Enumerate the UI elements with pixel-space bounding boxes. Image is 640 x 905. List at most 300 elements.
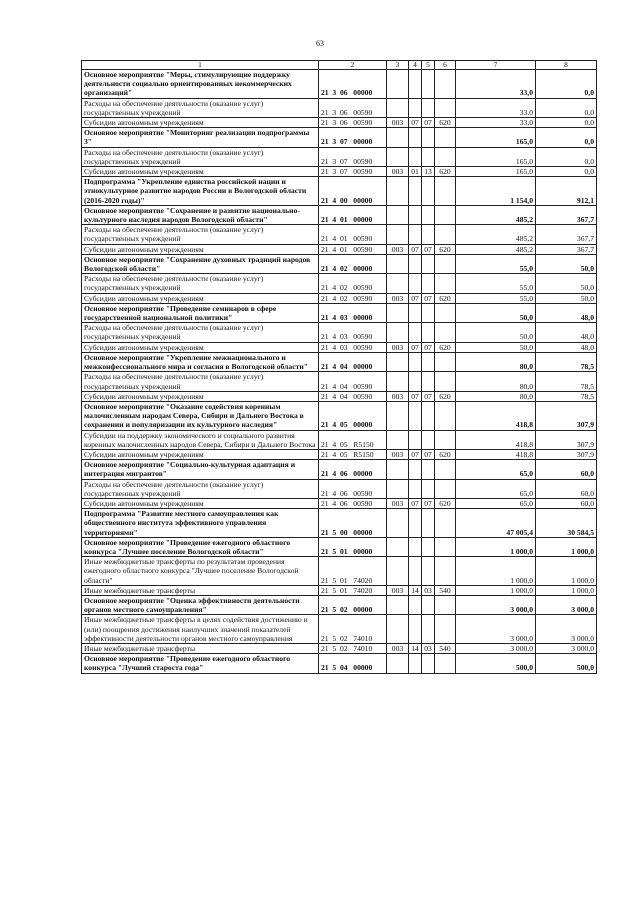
expense-type-cell	[435, 654, 456, 673]
page-number: 63	[316, 39, 324, 48]
section-code-cell	[409, 147, 422, 166]
expense-type-cell	[435, 460, 456, 479]
expense-type-cell: 540	[435, 643, 456, 653]
row-name-cell: Иные межбюджетные трансферты	[82, 643, 319, 653]
table-row	[82, 509, 597, 538]
ministry-code-cell: 003	[387, 293, 409, 303]
expense-type-cell: 620	[435, 293, 456, 303]
amount-plan-cell: 33,0	[456, 70, 536, 99]
amount-actual-cell: 1 000,0	[536, 537, 597, 556]
subsection-code-cell	[422, 537, 435, 556]
subsection-code-cell	[422, 225, 435, 244]
budget-code-cell: 21 5 01 74020	[319, 557, 387, 586]
section-code-cell	[409, 401, 422, 430]
subsection-code-cell	[422, 595, 435, 614]
subsection-code-cell	[422, 177, 435, 206]
expense-type-cell	[435, 430, 456, 449]
subsection-code-cell: 03	[422, 643, 435, 653]
subsection-code-cell	[422, 352, 435, 371]
amount-plan-cell: 33,0	[456, 98, 536, 117]
subsection-code-cell	[422, 147, 435, 166]
section-code-cell	[409, 557, 422, 586]
subsection-code-cell	[422, 70, 435, 99]
row-name-cell: Иные межбюджетные трансферты в целях содействия достижению и (или) поощрения достижения наилучших значений показателей эффективности деятельности органов местного самоуправления	[82, 615, 319, 644]
row-name-cell: Расходы на обеспечение деятельности (оказание услуг) государственных учреждений	[82, 479, 319, 498]
ministry-code-cell	[387, 254, 409, 273]
ministry-code-cell	[387, 225, 409, 244]
expense-type-cell	[435, 479, 456, 498]
amount-actual-cell: 367,7	[536, 205, 597, 224]
expense-type-cell	[435, 323, 456, 342]
amount-actual-cell: 48,0	[536, 323, 597, 342]
budget-code-cell: 21 4 05 R5150	[319, 430, 387, 449]
expense-type-cell	[435, 615, 456, 644]
ministry-code-cell: 003	[387, 244, 409, 254]
amount-actual-cell: 3 000,0	[536, 643, 597, 653]
expense-type-cell	[435, 147, 456, 166]
subsection-code-cell	[422, 460, 435, 479]
budget-code-cell: 21 4 01 00000	[319, 205, 387, 224]
amount-actual-cell: 500,0	[536, 654, 597, 673]
budget-code-cell: 21 4 04 00590	[319, 372, 387, 391]
subsection-code-cell: 07	[422, 498, 435, 508]
amount-plan-cell: 3 000,0	[456, 615, 536, 644]
ministry-code-cell	[387, 557, 409, 586]
amount-actual-cell: 0,0	[536, 128, 597, 147]
row-name-cell: Субсидии автономным учреждениям	[82, 118, 319, 128]
section-code-cell: 07	[409, 118, 422, 128]
ministry-code-cell	[387, 323, 409, 342]
budget-code-cell: 21 3 06 00590	[319, 98, 387, 117]
subsection-code-cell	[422, 205, 435, 224]
amount-plan-cell: 165,0	[456, 147, 536, 166]
ministry-code-cell	[387, 479, 409, 498]
amount-plan-cell: 65,0	[456, 498, 536, 508]
table-row	[82, 430, 597, 449]
ministry-code-cell	[387, 401, 409, 430]
table-row	[82, 391, 597, 401]
subsection-code-cell	[422, 654, 435, 673]
table-row	[82, 274, 597, 293]
subsection-code-cell	[422, 557, 435, 586]
amount-plan-cell: 50,0	[456, 342, 536, 352]
amount-actual-cell: 48,0	[536, 342, 597, 352]
table-row	[82, 177, 597, 206]
section-code-cell	[409, 225, 422, 244]
budget-code-cell: 21 4 04 00590	[319, 391, 387, 401]
budget-code-cell: 21 5 01 00000	[319, 537, 387, 556]
row-name-cell: Субсидии автономным учреждениям	[82, 167, 319, 177]
amount-plan-cell: 50,0	[456, 303, 536, 322]
amount-actual-cell: 78,5	[536, 372, 597, 391]
amount-actual-cell: 78,5	[536, 391, 597, 401]
table-row	[82, 585, 597, 595]
expense-type-cell: 620	[435, 244, 456, 254]
table-row	[82, 654, 597, 673]
ministry-code-cell	[387, 372, 409, 391]
expense-type-cell: 620	[435, 498, 456, 508]
subsection-code-cell	[422, 509, 435, 538]
expense-type-cell	[435, 98, 456, 117]
section-code-cell: 01	[409, 167, 422, 177]
amount-plan-cell: 485,2	[456, 205, 536, 224]
section-code-cell: 14	[409, 585, 422, 595]
table-row	[82, 128, 597, 147]
subsection-code-cell	[422, 303, 435, 322]
subsection-code-cell: 07	[422, 449, 435, 459]
amount-actual-cell: 0,0	[536, 167, 597, 177]
row-name-cell: Основное мероприятие "Сохранение духовных традиций народов Вологодской области"	[82, 254, 319, 273]
budget-code-cell: 21 3 06 00000	[319, 70, 387, 99]
expense-type-cell	[435, 537, 456, 556]
subsection-code-cell: 03	[422, 585, 435, 595]
budget-code-cell: 21 4 06 00590	[319, 498, 387, 508]
subsection-code-cell	[422, 615, 435, 644]
amount-plan-cell: 485,2	[456, 225, 536, 244]
ministry-code-cell: 003	[387, 585, 409, 595]
ministry-code-cell	[387, 509, 409, 538]
amount-plan-cell: 500,0	[456, 654, 536, 673]
table-row	[82, 293, 597, 303]
table-row	[82, 643, 597, 653]
section-code-cell	[409, 430, 422, 449]
table-row	[82, 147, 597, 166]
amount-actual-cell: 50,0	[536, 293, 597, 303]
amount-actual-cell: 0,0	[536, 98, 597, 117]
amount-plan-cell: 485,2	[456, 244, 536, 254]
budget-code-cell: 21 5 02 74010	[319, 643, 387, 653]
section-code-cell	[409, 128, 422, 147]
ministry-code-cell	[387, 177, 409, 206]
section-code-cell	[409, 205, 422, 224]
budget-code-cell: 21 5 00 00000	[319, 509, 387, 538]
budget-code-cell: 21 5 01 74020	[319, 585, 387, 595]
amount-plan-cell: 1 000,0	[456, 557, 536, 586]
ministry-code-cell: 003	[387, 391, 409, 401]
amount-actual-cell: 367,7	[536, 244, 597, 254]
budget-code-cell: 21 4 03 00000	[319, 303, 387, 322]
table-row	[82, 557, 597, 586]
amount-plan-cell: 55,0	[456, 274, 536, 293]
budget-code-cell: 21 3 06 00590	[319, 118, 387, 128]
header-cell-1: 1	[82, 61, 319, 70]
row-name-cell: Основное мероприятие "Меры, стимулирующие поддержку деятельности социально ориентированных некоммерческих организаций"	[82, 70, 319, 99]
amount-actual-cell: 50,0	[536, 254, 597, 273]
header-cell-2: 2	[319, 61, 387, 70]
amount-actual-cell: 50,0	[536, 274, 597, 293]
amount-actual-cell: 1 000,0	[536, 585, 597, 595]
header-cell-6: 6	[435, 61, 456, 70]
section-code-cell	[409, 254, 422, 273]
row-name-cell: Расходы на обеспечение деятельности (оказание услуг) государственных учреждений	[82, 98, 319, 117]
amount-actual-cell: 48,0	[536, 303, 597, 322]
table-row	[82, 303, 597, 322]
row-name-cell: Основное мероприятие "Проведение ежегодного областного конкурса "Лучший староста года"	[82, 654, 319, 673]
expense-type-cell: 620	[435, 167, 456, 177]
subsection-code-cell	[422, 430, 435, 449]
section-code-cell	[409, 595, 422, 614]
expense-type-cell: 620	[435, 118, 456, 128]
amount-actual-cell: 3 000,0	[536, 615, 597, 644]
section-code-cell	[409, 323, 422, 342]
header-cell-5: 5	[422, 61, 435, 70]
table-row	[82, 225, 597, 244]
budget-code-cell: 21 4 04 00000	[319, 352, 387, 371]
table-row	[82, 342, 597, 352]
budget-code-cell: 21 4 05 R5150	[319, 449, 387, 459]
table-row	[82, 323, 597, 342]
amount-plan-cell: 65,0	[456, 479, 536, 498]
amount-plan-cell: 47 005,4	[456, 509, 536, 538]
amount-plan-cell: 418,8	[456, 430, 536, 449]
table-row	[82, 615, 597, 644]
ministry-code-cell: 003	[387, 118, 409, 128]
budget-code-cell: 21 4 03 00590	[319, 323, 387, 342]
ministry-code-cell	[387, 615, 409, 644]
budget-table	[81, 60, 597, 674]
amount-plan-cell: 165,0	[456, 128, 536, 147]
budget-code-cell: 21 4 06 00590	[319, 479, 387, 498]
amount-actual-cell: 1 000,0	[536, 557, 597, 586]
budget-code-cell: 21 3 07 00590	[319, 147, 387, 166]
subsection-code-cell	[422, 254, 435, 273]
ministry-code-cell: 003	[387, 643, 409, 653]
ministry-code-cell: 003	[387, 167, 409, 177]
section-code-cell	[409, 274, 422, 293]
table-row	[82, 352, 597, 371]
ministry-code-cell: 003	[387, 342, 409, 352]
row-name-cell: Основное мероприятие "Социально-культурная адаптация и интеграция мигрантов"	[82, 460, 319, 479]
row-name-cell: Субсидии автономным учреждениям	[82, 293, 319, 303]
expense-type-cell	[435, 254, 456, 273]
table-row	[82, 401, 597, 430]
budget-code-cell: 21 4 02 00000	[319, 254, 387, 273]
row-name-cell: Расходы на обеспечение деятельности (оказание услуг) государственных учреждений	[82, 225, 319, 244]
header-cell-3: 3	[387, 61, 409, 70]
row-name-cell: Подпрограмма "Укрепление единства российской нации и этнокультурное развитие народов России в Вологодской области (2016-2020 годы)"	[82, 177, 319, 206]
ministry-code-cell	[387, 460, 409, 479]
amount-actual-cell: 307,9	[536, 401, 597, 430]
section-code-cell	[409, 479, 422, 498]
amount-plan-cell: 418,8	[456, 449, 536, 459]
budget-code-cell: 21 4 01 00590	[319, 225, 387, 244]
budget-code-cell: 21 4 01 00590	[319, 244, 387, 254]
budget-code-cell: 21 3 07 00590	[319, 167, 387, 177]
section-code-cell	[409, 537, 422, 556]
budget-code-cell: 21 3 07 00000	[319, 128, 387, 147]
table-row	[82, 460, 597, 479]
amount-plan-cell: 80,0	[456, 391, 536, 401]
table-row	[82, 205, 597, 224]
subsection-code-cell	[422, 401, 435, 430]
table-row	[82, 118, 597, 128]
amount-actual-cell: 0,0	[536, 147, 597, 166]
expense-type-cell: 620	[435, 391, 456, 401]
expense-type-cell: 620	[435, 449, 456, 459]
table-row	[82, 537, 597, 556]
amount-actual-cell: 912,1	[536, 177, 597, 206]
subsection-code-cell	[422, 372, 435, 391]
amount-actual-cell: 78,5	[536, 352, 597, 371]
table-row	[82, 254, 597, 273]
ministry-code-cell	[387, 537, 409, 556]
amount-plan-cell: 50,0	[456, 323, 536, 342]
section-code-cell	[409, 654, 422, 673]
section-code-cell: 14	[409, 643, 422, 653]
table-row	[82, 244, 597, 254]
expense-type-cell: 540	[435, 585, 456, 595]
ministry-code-cell	[387, 128, 409, 147]
amount-plan-cell: 33,0	[456, 118, 536, 128]
row-name-cell: Расходы на обеспечение деятельности (оказание услуг) государственных учреждений	[82, 147, 319, 166]
section-code-cell: 07	[409, 391, 422, 401]
amount-actual-cell: 3 000,0	[536, 595, 597, 614]
row-name-cell: Основное мероприятие "Оказание содействия коренным малочисленным народам Севера, Сибири и Дальнего Востока в сохранении и популяризации их культурного наследия"	[82, 401, 319, 430]
subsection-code-cell	[422, 323, 435, 342]
section-code-cell	[409, 509, 422, 538]
budget-code-cell: 21 5 02 74010	[319, 615, 387, 644]
expense-type-cell	[435, 177, 456, 206]
amount-actual-cell: 60,0	[536, 460, 597, 479]
row-name-cell: Субсидии автономным учреждениям	[82, 449, 319, 459]
row-name-cell: Основное мероприятие "Сохранение и развитие национально-культурного наследия народов Вологодской области"	[82, 205, 319, 224]
header-cell-4: 4	[409, 61, 422, 70]
section-code-cell	[409, 70, 422, 99]
row-name-cell: Расходы на обеспечение деятельности (оказание услуг) государственных учреждений	[82, 274, 319, 293]
expense-type-cell	[435, 205, 456, 224]
section-code-cell	[409, 615, 422, 644]
amount-plan-cell: 3 000,0	[456, 595, 536, 614]
amount-actual-cell: 0,0	[536, 118, 597, 128]
amount-plan-cell: 55,0	[456, 254, 536, 273]
amount-plan-cell: 80,0	[456, 372, 536, 391]
subsection-code-cell	[422, 479, 435, 498]
row-name-cell: Основное мероприятие "Мониторинг реализации подпрограммы 3"	[82, 128, 319, 147]
header-cell-7: 7	[456, 61, 536, 70]
amount-actual-cell: 367,7	[536, 225, 597, 244]
ministry-code-cell	[387, 205, 409, 224]
expense-type-cell	[435, 372, 456, 391]
ministry-code-cell	[387, 98, 409, 117]
row-name-cell: Иные межбюджетные трансферты по результатам проведения ежегодного областного конкурса "Лучшее поселение Вологодской области"	[82, 557, 319, 586]
table-row	[82, 167, 597, 177]
expense-type-cell	[435, 274, 456, 293]
table-row	[82, 372, 597, 391]
section-code-cell	[409, 177, 422, 206]
row-name-cell: Основное мероприятие "Укрепление межнационального и межконфессионального мира и согласия в Вологодской области"	[82, 352, 319, 371]
table-row	[82, 498, 597, 508]
expense-type-cell	[435, 557, 456, 586]
table-row	[82, 98, 597, 117]
ministry-code-cell	[387, 303, 409, 322]
section-code-cell	[409, 372, 422, 391]
expense-type-cell	[435, 595, 456, 614]
amount-plan-cell: 165,0	[456, 167, 536, 177]
subsection-code-cell: 07	[422, 391, 435, 401]
amount-actual-cell: 0,0	[536, 70, 597, 99]
budget-code-cell: 21 4 05 00000	[319, 401, 387, 430]
ministry-code-cell	[387, 595, 409, 614]
expense-type-cell	[435, 352, 456, 371]
ministry-code-cell	[387, 654, 409, 673]
row-name-cell: Субсидии автономным учреждениям	[82, 498, 319, 508]
subsection-code-cell	[422, 274, 435, 293]
amount-plan-cell: 65,0	[456, 460, 536, 479]
amount-plan-cell: 1 000,0	[456, 537, 536, 556]
section-code-cell	[409, 460, 422, 479]
section-code-cell	[409, 303, 422, 322]
expense-type-cell	[435, 303, 456, 322]
section-code-cell: 07	[409, 342, 422, 352]
ministry-code-cell: 003	[387, 449, 409, 459]
table-body	[82, 61, 597, 674]
subsection-code-cell: 07	[422, 342, 435, 352]
section-code-cell: 07	[409, 449, 422, 459]
amount-plan-cell: 1 154,0	[456, 177, 536, 206]
budget-code-cell: 21 4 02 00590	[319, 293, 387, 303]
row-name-cell: Расходы на обеспечение деятельности (оказание услуг) государственных учреждений	[82, 323, 319, 342]
section-code-cell	[409, 352, 422, 371]
subsection-code-cell: 07	[422, 244, 435, 254]
section-code-cell: 07	[409, 498, 422, 508]
ministry-code-cell	[387, 352, 409, 371]
budget-code-cell: 21 4 02 00590	[319, 274, 387, 293]
amount-actual-cell: 60,0	[536, 479, 597, 498]
subsection-code-cell	[422, 128, 435, 147]
row-name-cell: Субсидии автономным учреждениям	[82, 391, 319, 401]
amount-plan-cell: 1 000,0	[456, 585, 536, 595]
table-row	[82, 479, 597, 498]
amount-plan-cell: 55,0	[456, 293, 536, 303]
subsection-code-cell: 07	[422, 118, 435, 128]
budget-code-cell: 21 4 00 00000	[319, 177, 387, 206]
budget-code-cell: 21 4 03 00590	[319, 342, 387, 352]
ministry-code-cell	[387, 274, 409, 293]
amount-actual-cell: 60,0	[536, 498, 597, 508]
ministry-code-cell	[387, 430, 409, 449]
ministry-code-cell	[387, 70, 409, 99]
amount-plan-cell: 3 000,0	[456, 643, 536, 653]
expense-type-cell	[435, 225, 456, 244]
budget-code-cell: 21 5 02 00000	[319, 595, 387, 614]
row-name-cell: Основное мероприятие "Проведение семинаров в сфере государственной национальной политики"	[82, 303, 319, 322]
table-row	[82, 595, 597, 614]
header-row	[82, 61, 597, 70]
row-name-cell: Иные межбюджетные трансферты	[82, 585, 319, 595]
row-name-cell: Субсидии автономным учреждениям	[82, 244, 319, 254]
row-name-cell: Подпрограмма "Развитие местного самоуправления как общественного института эффективного управления территориями"	[82, 509, 319, 538]
row-name-cell: Основное мероприятие "Оценка эффективности деятельности органов местного самоуправления"	[82, 595, 319, 614]
section-code-cell	[409, 98, 422, 117]
header-cell-8: 8	[536, 61, 597, 70]
row-name-cell: Субсидии автономным учреждениям	[82, 342, 319, 352]
subsection-code-cell	[422, 98, 435, 117]
table-row	[82, 70, 597, 99]
section-code-cell: 07	[409, 244, 422, 254]
expense-type-cell	[435, 401, 456, 430]
amount-actual-cell: 307,9	[536, 430, 597, 449]
amount-actual-cell: 30 584,5	[536, 509, 597, 538]
table-row	[82, 449, 597, 459]
expense-type-cell: 620	[435, 342, 456, 352]
row-name-cell: Расходы на обеспечение деятельности (оказание услуг) государственных учреждений	[82, 372, 319, 391]
expense-type-cell	[435, 128, 456, 147]
budget-code-cell: 21 5 04 00000	[319, 654, 387, 673]
row-name-cell: Субсидии на поддержку экономического и социального развития коренных малочисленных народов Севера, Сибири и Дальнего Востока	[82, 430, 319, 449]
amount-plan-cell: 418,8	[456, 401, 536, 430]
budget-code-cell: 21 4 06 00000	[319, 460, 387, 479]
amount-plan-cell: 80,0	[456, 352, 536, 371]
